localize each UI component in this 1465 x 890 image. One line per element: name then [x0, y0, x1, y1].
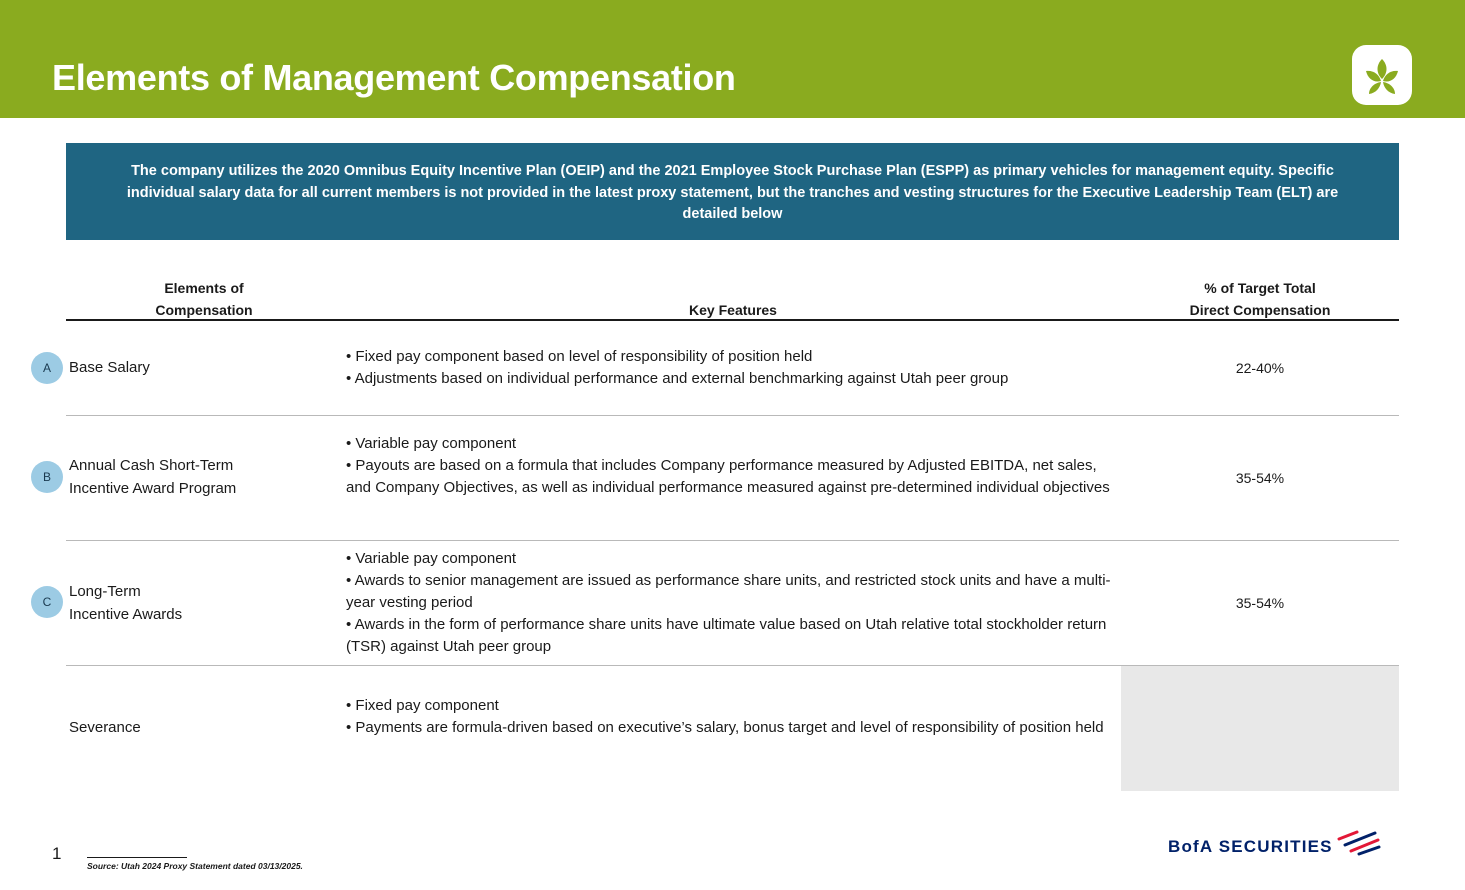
pct-value: 22-40%	[1235, 360, 1285, 376]
row-badge-b: B	[31, 461, 63, 493]
pct-empty-cell	[1121, 666, 1399, 791]
element-label: Severance	[69, 719, 141, 736]
pct-value: 35-54%	[1235, 470, 1285, 486]
row-badge-a: A	[31, 352, 63, 384]
column-header-elements: Elements of Compensation	[155, 280, 253, 318]
key-features: • Fixed pay component based on level of responsibility of position held • Adjustments based on individual performance and external benchmarking against Utah peer group	[346, 348, 1009, 387]
pct-value: 35-54%	[1235, 595, 1285, 611]
source-note: Source: Utah 2024 Proxy Statement dated 03/13/2025.	[87, 861, 303, 871]
element-label: Long-Term Incentive Awards	[69, 583, 183, 623]
brand-name: BofA SECURITIES	[1168, 837, 1333, 856]
page-title: Elements of Management Compensation	[52, 57, 736, 98]
summary-banner: The company utilizes the 2020 Omnibus Equity Incentive Plan (OEIP) and the 2021 Employee Stock Purchase Plan (ESPP) as primary vehicles for management equity. Specific individual salary data for all current members is not provided in the latest proxy statement, but the tranches and vesting structures for the Executive Leadership Team (ELT) are detailed below	[66, 143, 1399, 240]
source-divider	[87, 857, 187, 858]
row-badge-c: C	[31, 586, 63, 618]
element-label: Base Salary	[69, 359, 150, 376]
row-divider	[66, 540, 1399, 541]
page-number: 1	[52, 844, 62, 863]
bofa-flag-icon	[1335, 830, 1381, 861]
leaf-logo-icon	[1352, 45, 1412, 105]
column-header-features: Key Features	[689, 302, 777, 318]
key-features: • Variable pay component • Awards to senior management are issued as performance share units, and restricted stock units and have a multi-year vesting period • Awards in the form of performance share units have ultimate value based on Utah relative total stockholder return (TSR) against Utah peer group	[346, 550, 1111, 655]
row-divider	[66, 415, 1399, 416]
header-divider	[66, 319, 1399, 321]
key-features: • Fixed pay component • Payments are formula-driven based on executive’s salary, bonus target and level of responsibility of position held	[346, 697, 1104, 736]
key-features: • Variable pay component • Payouts are based on a formula that includes Company performance measured by Adjusted EBITDA, net sales, and Company Objectives, as well as individual performance measured against pre-determined individual objectives	[346, 435, 1110, 496]
column-header-pct: % of Target Total Direct Compensation	[1189, 280, 1331, 318]
element-label: Annual Cash Short-Term Incentive Award Program	[69, 457, 237, 497]
